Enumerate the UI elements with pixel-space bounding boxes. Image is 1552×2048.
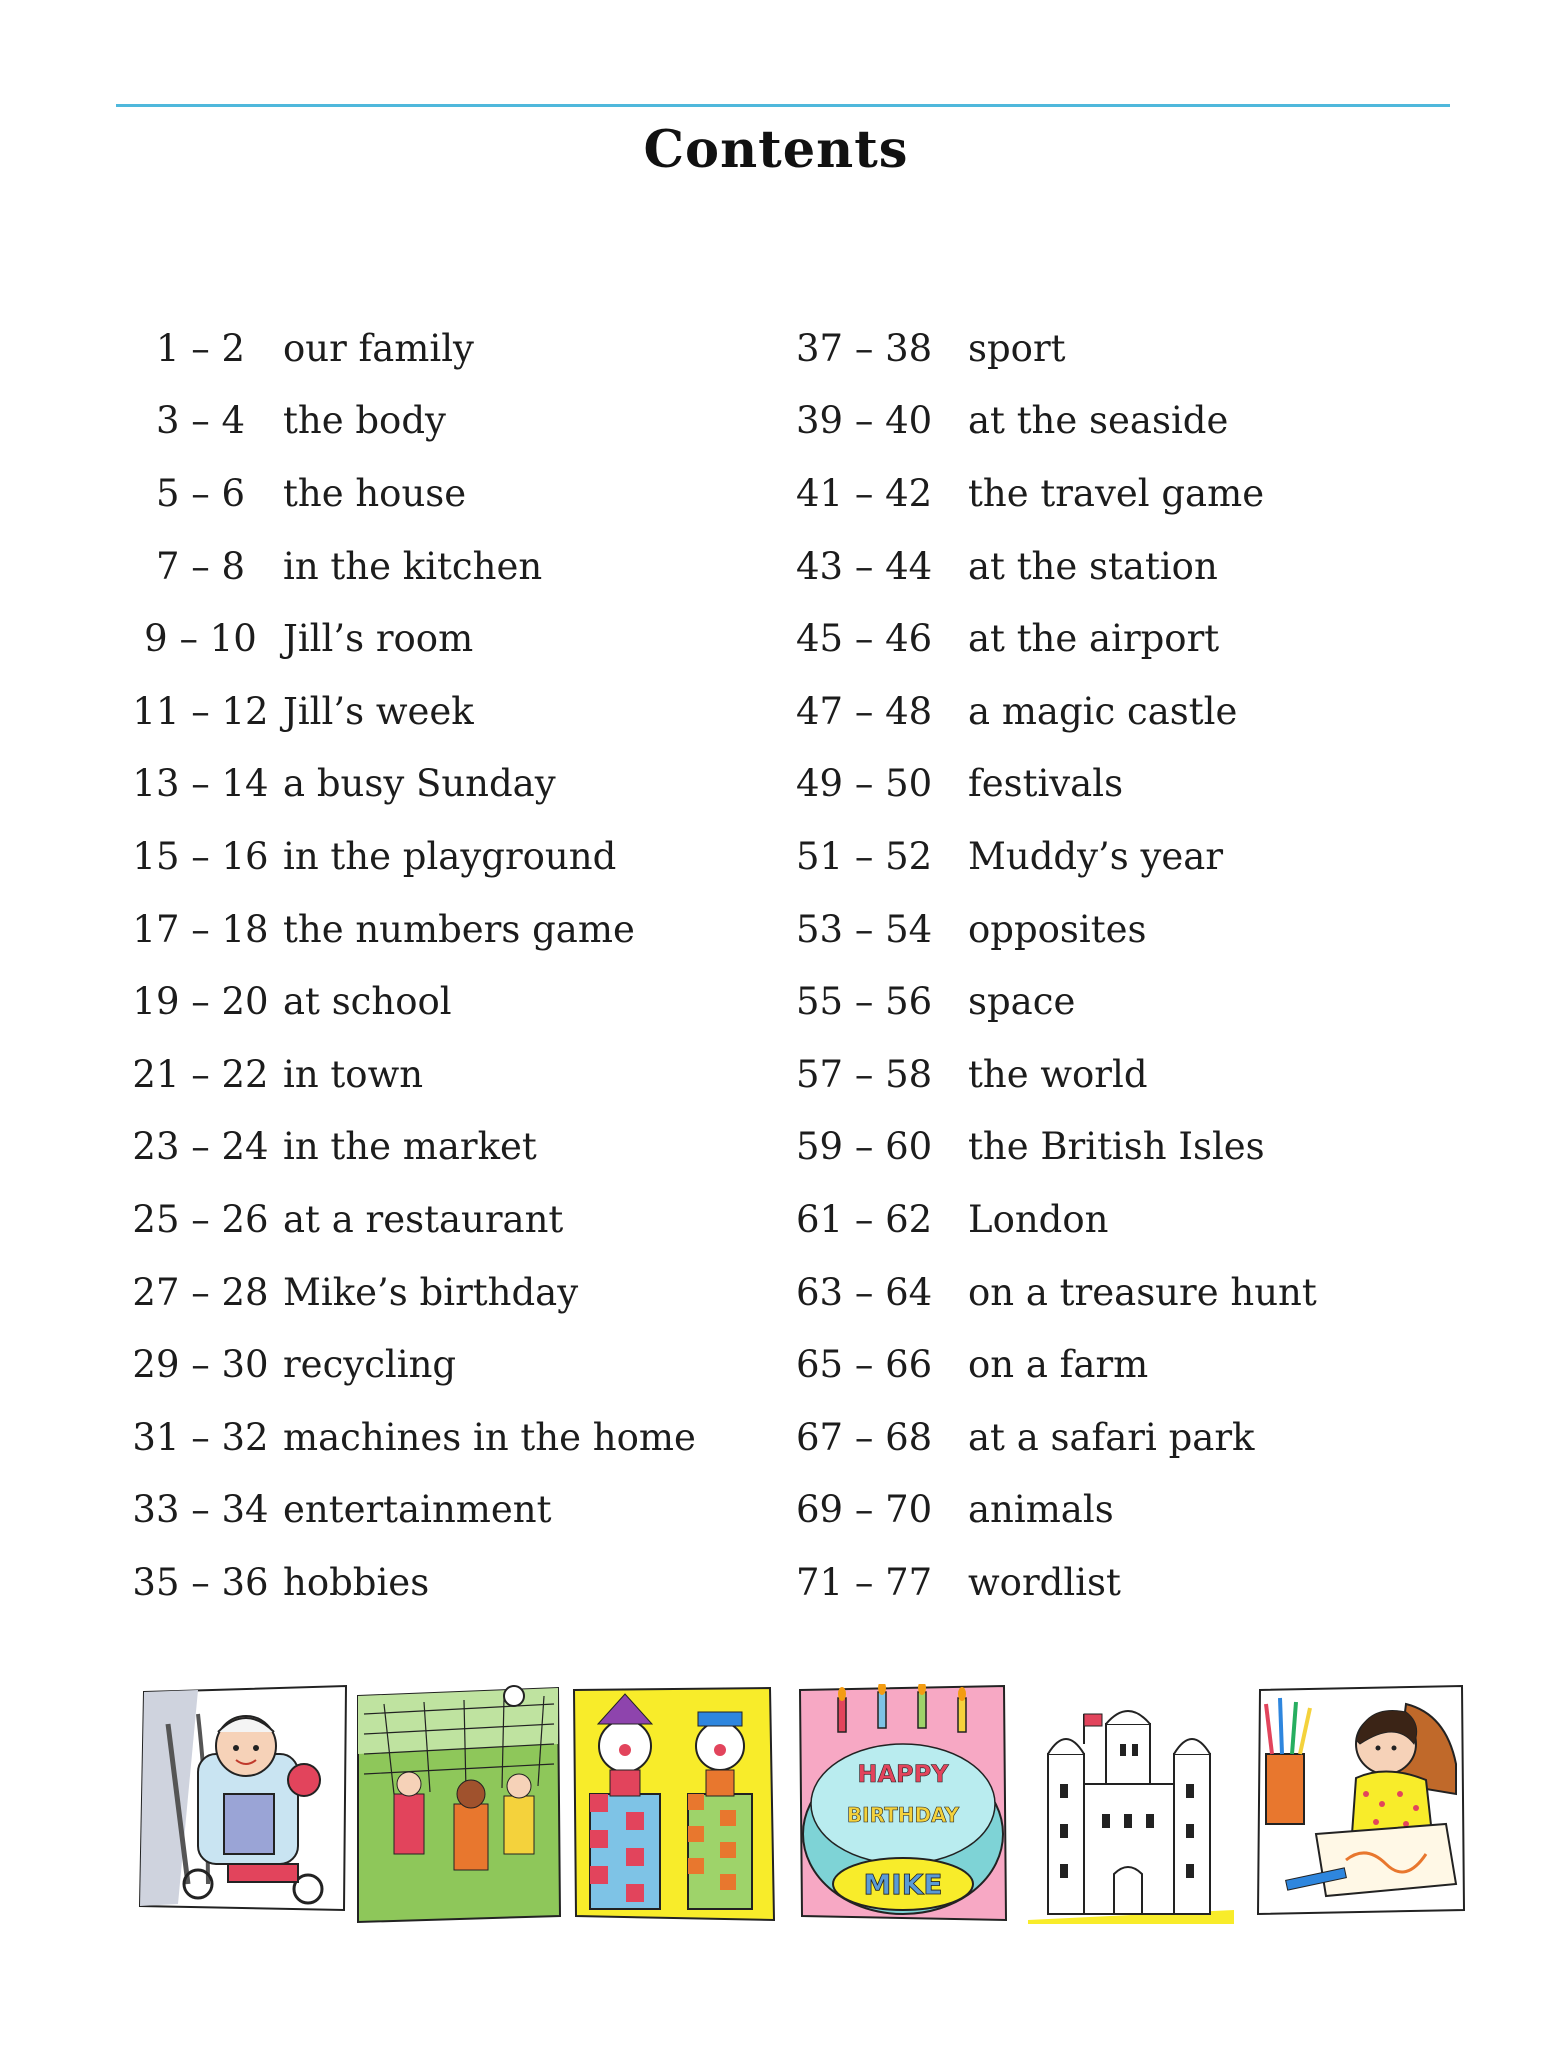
birthday-cake-illustration — [798, 1684, 1008, 1924]
toc-row[interactable] — [788, 893, 1317, 966]
toc-topic: at the airport — [968, 617, 1220, 661]
toc-topic: in the market — [283, 1125, 537, 1169]
toc-row[interactable] — [118, 1401, 696, 1474]
toc-topic: at school — [283, 980, 452, 1024]
toc-row[interactable] — [118, 1038, 696, 1111]
cake-text-name: MIKE — [863, 1868, 943, 1901]
toc-topic: in town — [283, 1052, 424, 1096]
toc-topic: festivals — [968, 762, 1124, 806]
toc-topic: opposites — [968, 907, 1147, 951]
toc-pages: 15 – 16 — [132, 834, 269, 878]
toc-pages: 25 – 26 — [132, 1197, 269, 1241]
toc-row[interactable] — [118, 1183, 696, 1256]
toc-row[interactable] — [118, 457, 696, 530]
toc-row[interactable] — [788, 1546, 1317, 1619]
toc-pages: 65 – 66 — [796, 1343, 933, 1387]
toc-row[interactable] — [118, 1111, 696, 1184]
toc-pages: 41 – 42 — [796, 471, 933, 515]
toc-pages: 1 – 2 — [155, 326, 246, 370]
toc-topic: machines in the home — [283, 1415, 696, 1459]
toc-pages: 39 – 40 — [796, 399, 933, 443]
toc-row[interactable] — [118, 1328, 696, 1401]
toc-pages: 67 – 68 — [796, 1415, 933, 1459]
toc-row[interactable] — [788, 312, 1317, 385]
clowns-illustration — [570, 1684, 778, 1924]
toc-pages: 3 – 4 — [155, 399, 246, 443]
illustration-strip — [138, 1684, 1468, 1924]
toc-topic: Jill’s room — [283, 617, 474, 661]
toc-topic: the travel game — [968, 471, 1265, 515]
toc-row[interactable] — [118, 602, 696, 675]
toc-topic: the body — [283, 399, 446, 443]
toc-row[interactable] — [118, 530, 696, 603]
toc-topic: at the station — [968, 544, 1218, 588]
toc-row[interactable] — [118, 748, 696, 821]
toc-row[interactable] — [788, 530, 1317, 603]
toc-row[interactable] — [118, 385, 696, 458]
toc-pages: 21 – 22 — [132, 1052, 269, 1096]
toc-pages: 55 – 56 — [796, 980, 933, 1024]
toc-row[interactable] — [788, 1328, 1317, 1401]
toc-row[interactable] — [118, 965, 696, 1038]
toc-row[interactable] — [788, 1401, 1317, 1474]
toc-topic: in the playground — [283, 834, 617, 878]
toc-topic: recycling — [283, 1343, 457, 1387]
toc-row[interactable] — [788, 820, 1317, 893]
toc-topic: entertainment — [283, 1488, 552, 1532]
toc-row[interactable] — [118, 312, 696, 385]
toc-row[interactable] — [788, 1474, 1317, 1547]
toc-topic: sport — [968, 326, 1066, 370]
toc-topic: London — [968, 1197, 1109, 1241]
toc-column-left — [118, 312, 696, 1619]
toc-topic: the British Isles — [968, 1125, 1265, 1169]
toc-row[interactable] — [788, 965, 1317, 1038]
castle-illustration — [1028, 1684, 1234, 1924]
toc-topic: a magic castle — [968, 689, 1238, 733]
cake-text-birthday: BIRTHDAY — [846, 1803, 960, 1827]
toc-topic: hobbies — [283, 1560, 430, 1604]
toc-row[interactable] — [788, 748, 1317, 821]
drawing-girl-illustration — [1256, 1684, 1468, 1916]
toc-row[interactable] — [788, 675, 1317, 748]
toc-row[interactable] — [788, 1038, 1317, 1111]
toc-pages: 5 – 6 — [155, 471, 246, 515]
toc-pages: 27 – 28 — [132, 1270, 269, 1314]
toc-row[interactable] — [788, 1111, 1317, 1184]
toc-row[interactable] — [788, 385, 1317, 458]
toc-pages: 43 – 44 — [796, 544, 933, 588]
toc-topic: in the kitchen — [283, 544, 543, 588]
toc-row[interactable] — [788, 602, 1317, 675]
toc-topic: at a safari park — [968, 1415, 1255, 1459]
toc-topic: Muddy’s year — [968, 834, 1224, 878]
toc-topic: on a treasure hunt — [968, 1270, 1317, 1314]
toc-pages: 51 – 52 — [796, 834, 933, 878]
toc-pages: 69 – 70 — [796, 1488, 933, 1532]
toc-topic: at the seaside — [968, 399, 1229, 443]
pushchair-illustration — [138, 1684, 350, 1914]
toc-pages: 9 – 10 — [144, 617, 257, 661]
toc-topic: the house — [283, 471, 467, 515]
page-title: Contents — [643, 120, 909, 180]
toc-pages: 29 – 30 — [132, 1343, 269, 1387]
toc-pages: 35 – 36 — [132, 1560, 269, 1604]
toc-pages: 47 – 48 — [796, 689, 933, 733]
toc-row[interactable] — [118, 893, 696, 966]
toc-row[interactable] — [788, 1256, 1317, 1329]
toc-topic: Mike’s birthday — [283, 1270, 579, 1314]
toc-topic: Jill’s week — [283, 689, 474, 733]
toc-topic: space — [968, 980, 1076, 1024]
toc-pages: 17 – 18 — [132, 907, 269, 951]
toc-pages: 31 – 32 — [132, 1415, 269, 1459]
toc-pages: 61 – 62 — [796, 1197, 933, 1241]
toc-topic: the world — [968, 1052, 1148, 1096]
toc-pages: 13 – 14 — [132, 762, 269, 806]
toc-topic: the numbers game — [283, 907, 635, 951]
toc-row[interactable] — [118, 675, 696, 748]
toc-pages: 11 – 12 — [132, 689, 269, 733]
toc-row[interactable] — [118, 1256, 696, 1329]
toc-pages: 23 – 24 — [132, 1125, 269, 1169]
toc-pages: 19 – 20 — [132, 980, 269, 1024]
cake-text-happy: HAPPY — [857, 1760, 949, 1788]
toc-pages: 57 – 58 — [796, 1052, 933, 1096]
toc-pages: 63 – 64 — [796, 1270, 933, 1314]
toc-row[interactable] — [118, 820, 696, 893]
toc-pages: 7 – 8 — [155, 544, 246, 588]
toc-row[interactable] — [788, 457, 1317, 530]
toc-topic: at a restaurant — [283, 1197, 564, 1241]
toc-pages: 49 – 50 — [796, 762, 933, 806]
toc-row[interactable] — [118, 1474, 696, 1547]
toc-topic: a busy Sunday — [283, 762, 556, 806]
toc-pages: 53 – 54 — [796, 907, 933, 951]
toc-pages: 33 – 34 — [132, 1488, 269, 1532]
toc-pages: 37 – 38 — [796, 326, 933, 370]
toc-column-right — [788, 312, 1317, 1619]
toc-topic: on a farm — [968, 1343, 1149, 1387]
toc-pages: 71 – 77 — [796, 1560, 933, 1604]
toc-topic: wordlist — [968, 1560, 1121, 1604]
toc-topic: our family — [283, 326, 474, 370]
toc-pages: 45 – 46 — [796, 617, 933, 661]
toc-topic: animals — [968, 1488, 1114, 1532]
toc-row[interactable] — [118, 1546, 696, 1619]
playground-illustration — [354, 1684, 562, 1924]
toc-row[interactable] — [788, 1183, 1317, 1256]
toc-pages: 59 – 60 — [796, 1125, 933, 1169]
top-rule — [116, 104, 1450, 107]
